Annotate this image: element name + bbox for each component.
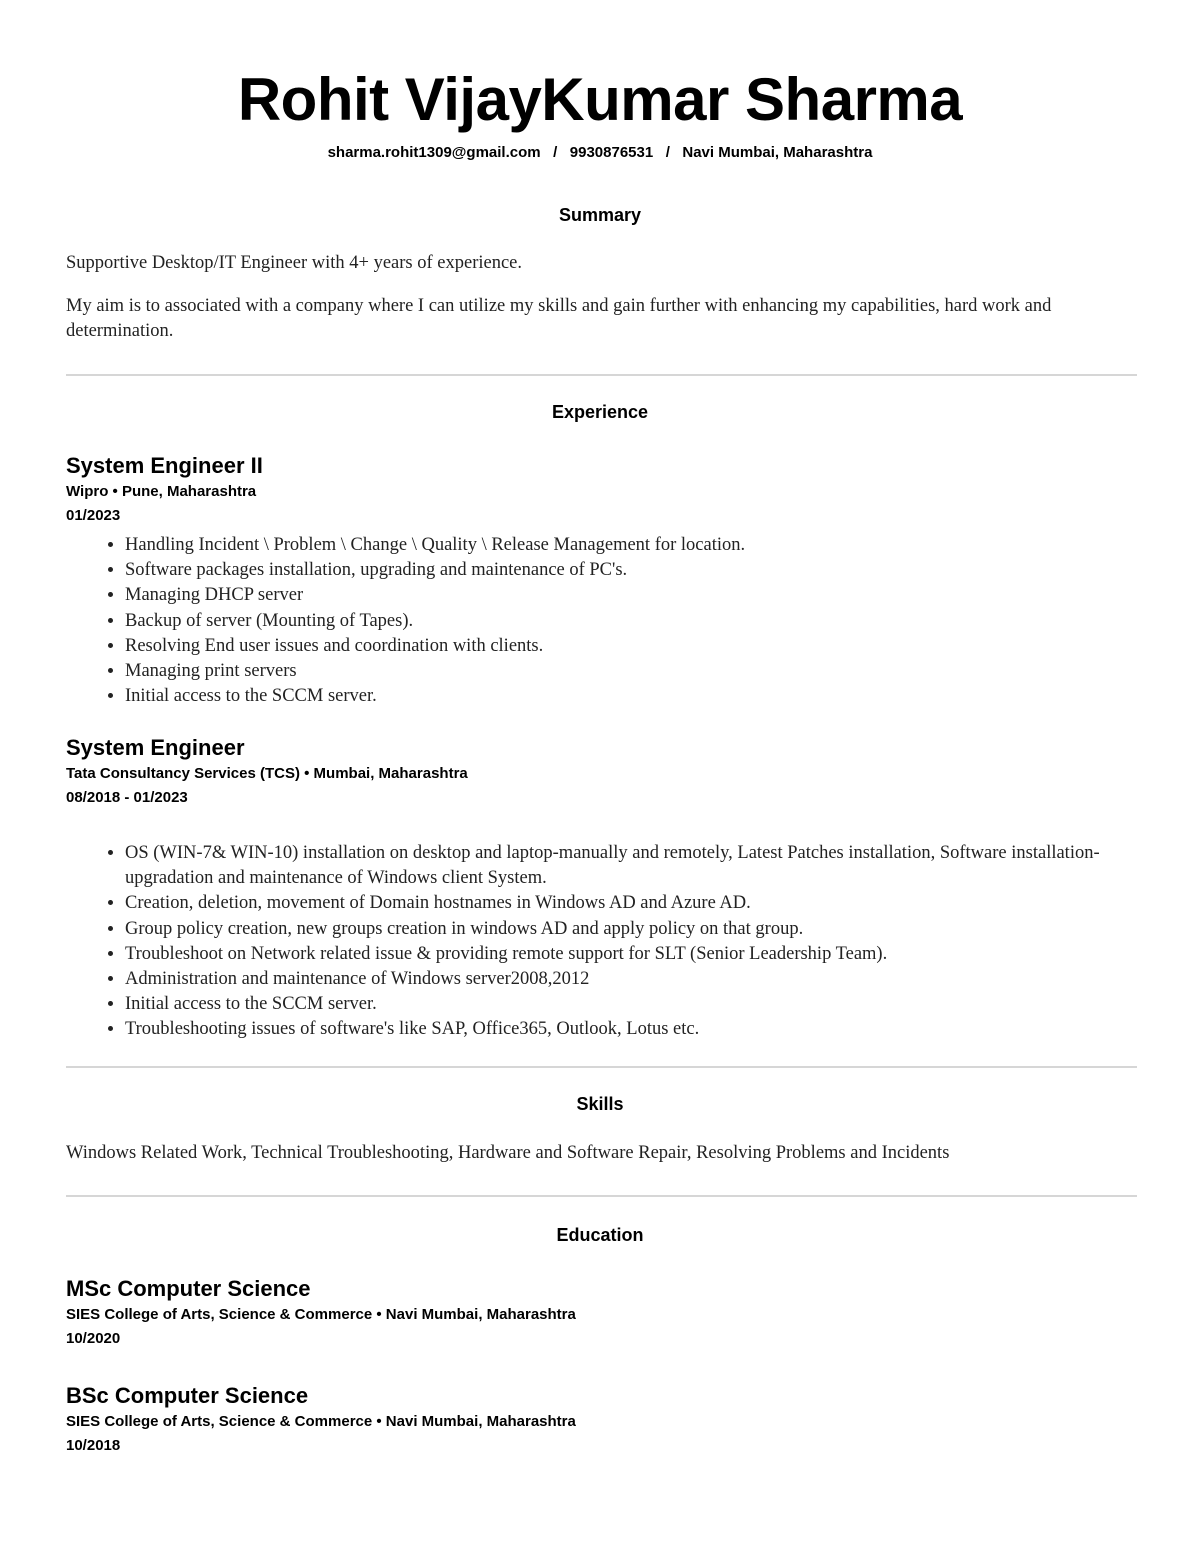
- summary-heading: Summary: [558, 205, 642, 225]
- summary-line-1: Supportive Desktop/IT Engineer with 4+ years of experience.: [66, 253, 523, 273]
- job-entry: [66, 734, 1136, 810]
- summary-line-2: My aim is to associated with a company where I can utilize my skills and gain further with enhancing my capabilities, hard work and determination.: [66, 296, 1052, 341]
- section-divider: [66, 1195, 1137, 1197]
- job-date: 08/2018 - 01/2023: [66, 789, 188, 806]
- education-entry: [66, 1275, 1136, 1351]
- list-item: • Creation, deletion, movement of Domain hostnames in Windows AD and Azure AD.: [125, 891, 1185, 916]
- job-bullet-list: [66, 533, 1185, 709]
- list-item: • Backup of server (Mounting of Tapes).: [125, 609, 1185, 634]
- list-item: • Handling Incident \ Problem \ Change \ Quality \ Release Management for location.: [125, 533, 1185, 558]
- education-entry: [66, 1382, 1136, 1458]
- list-item: • Troubleshoot on Network related issue & providing remote support for SLT (Senior Leadership Team).: [125, 942, 1185, 967]
- contact-line: sharma.rohit1309@gmail.com / 9930876531 / Navi Mumbai, Maharashtra: [327, 144, 873, 161]
- degree-title: MSc Computer Science: [66, 1276, 311, 1301]
- skills-text: Windows Related Work, Technical Troubleshooting, Hardware and Software Repair, Resolving Problems and Incidents: [66, 1143, 950, 1163]
- job-title: System Engineer: [66, 735, 245, 760]
- list-item: • Administration and maintenance of Windows server2008,2012: [125, 967, 1185, 992]
- job-date: 01/2023: [66, 507, 121, 524]
- job-bullet-list: [66, 841, 1185, 1043]
- section-divider: [66, 374, 1137, 376]
- candidate-name: Rohit VijayKumar Sharma: [237, 66, 963, 133]
- job-entry: [66, 452, 1136, 528]
- degree-title: BSc Computer Science: [66, 1383, 309, 1408]
- graduation-date: 10/2018: [66, 1437, 121, 1454]
- graduation-date: 10/2020: [66, 1330, 121, 1347]
- job-company: Wipro • Pune, Maharashtra: [66, 483, 257, 500]
- experience-heading: Experience: [551, 402, 649, 422]
- job-title: System Engineer II: [66, 453, 263, 478]
- job-company: Tata Consultancy Services (TCS) • Mumbai, Maharashtra: [66, 765, 468, 782]
- list-item: • Initial access to the SCCM server.: [125, 992, 1185, 1017]
- list-item: • Managing print servers: [125, 659, 1185, 684]
- list-item: • Initial access to the SCCM server.: [125, 684, 1185, 709]
- list-item: • Resolving End user issues and coordination with clients.: [125, 634, 1185, 659]
- list-item: • Troubleshooting issues of software's like SAP, Office365, Outlook, Lotus etc.: [125, 1017, 1185, 1042]
- skills-heading: Skills: [576, 1094, 624, 1114]
- education-heading: Education: [556, 1225, 644, 1245]
- list-item: • Managing DHCP server: [125, 583, 1185, 608]
- section-divider: [66, 1066, 1137, 1068]
- list-item: • OS (WIN-7& WIN-10) installation on desktop and laptop-manually and remotely, Latest Patches installation, Software installation-upgradation and maintenance of Windows client System.: [125, 841, 1185, 891]
- school-name: SIES College of Arts, Science & Commerce • Navi Mumbai, Maharashtra: [66, 1413, 576, 1430]
- school-name: SIES College of Arts, Science & Commerce • Navi Mumbai, Maharashtra: [66, 1306, 576, 1323]
- list-item: • Software packages installation, upgrading and maintenance of PC's.: [125, 558, 1185, 583]
- list-item: • Group policy creation, new groups creation in windows AD and apply policy on that group.: [125, 917, 1185, 942]
